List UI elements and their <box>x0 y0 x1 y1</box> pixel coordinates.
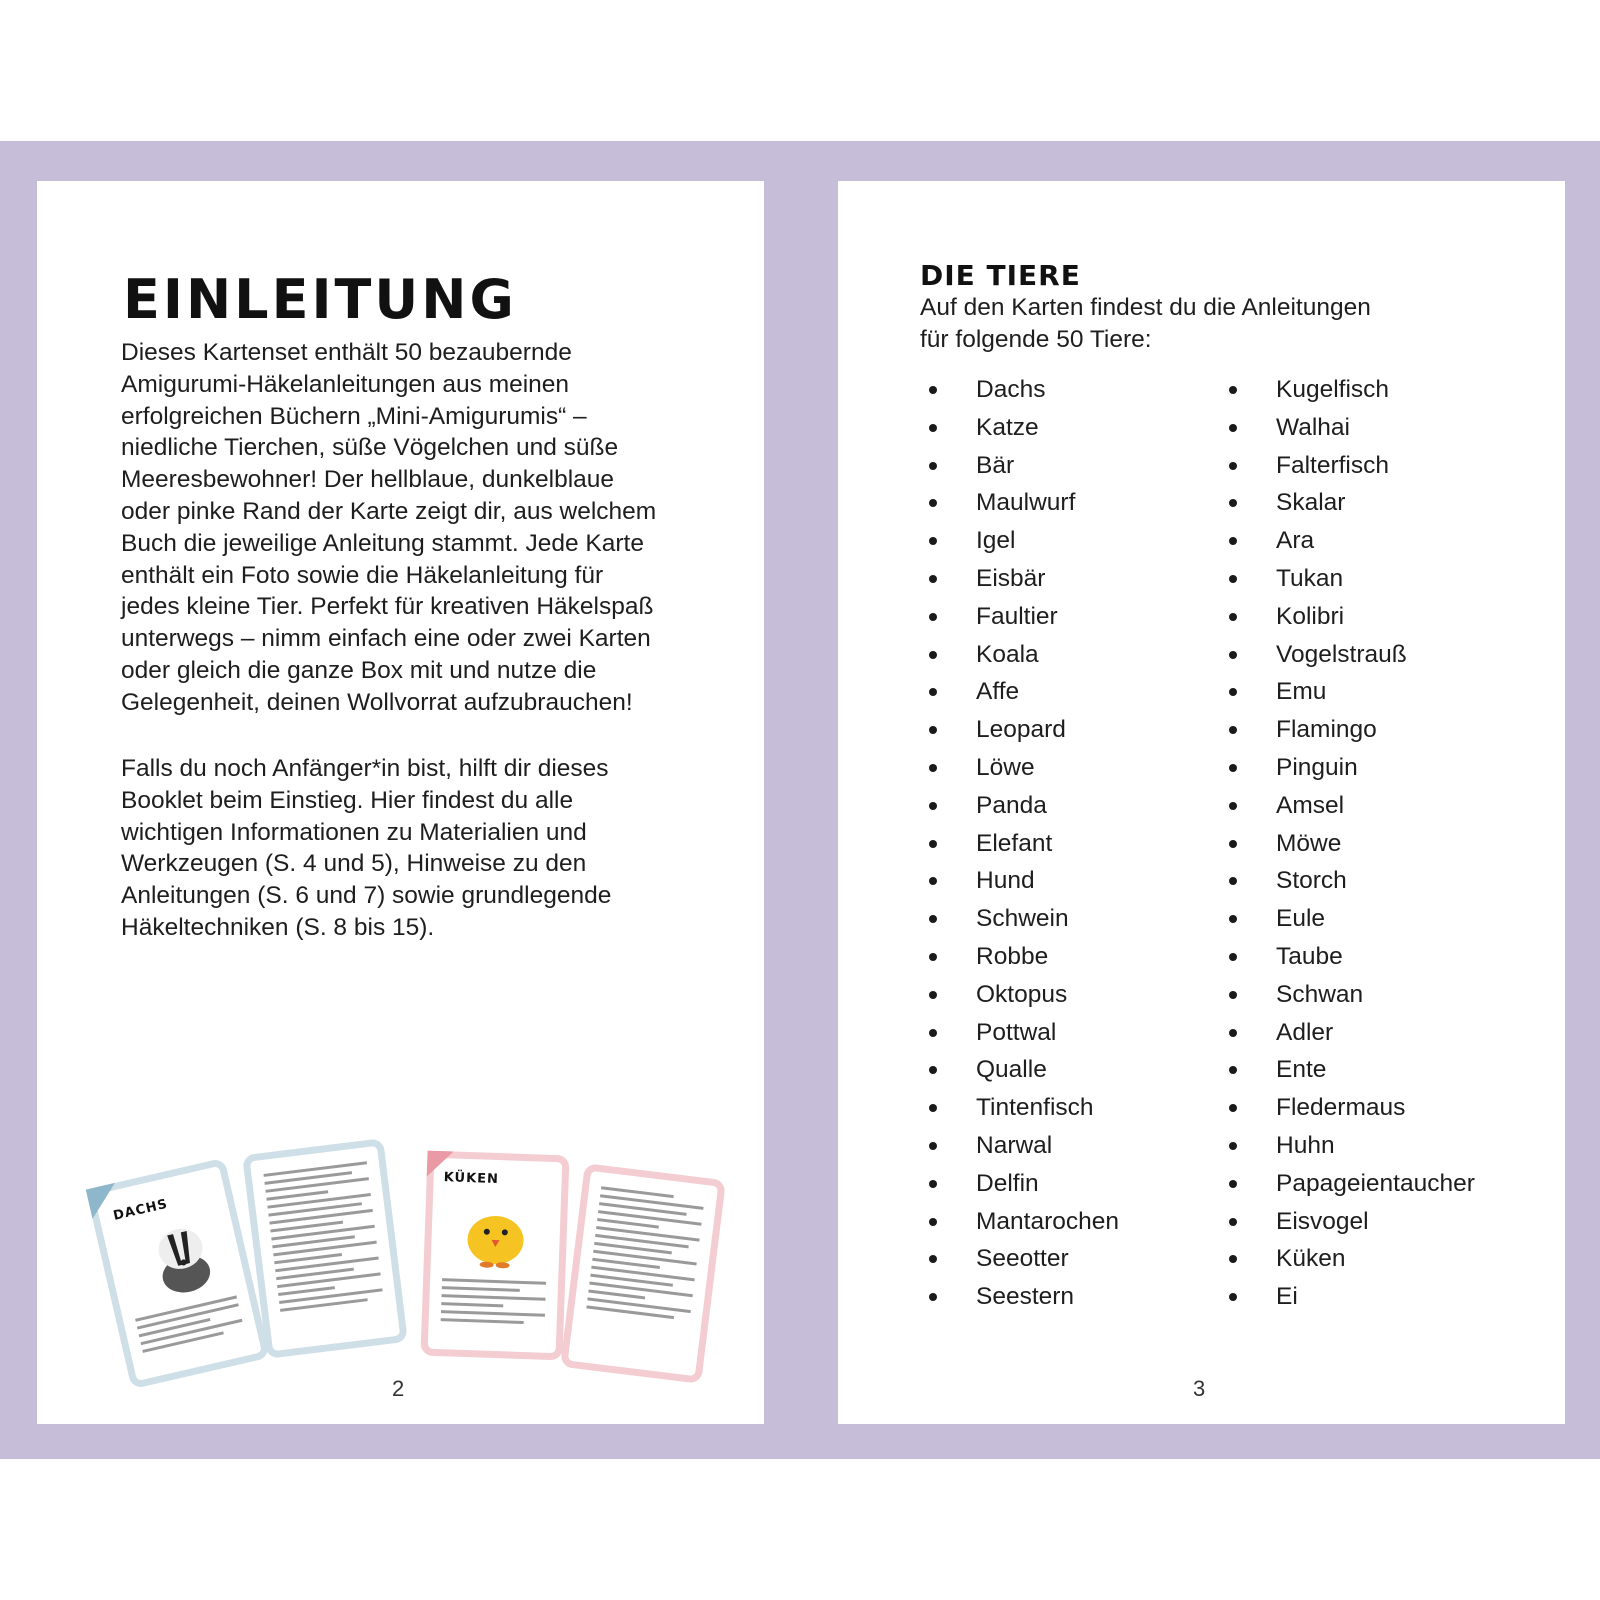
animal-list-item <box>926 749 1119 787</box>
card-kueken-front <box>420 1151 569 1361</box>
card-dachs-back <box>242 1138 408 1359</box>
bullet-icon <box>929 499 937 507</box>
animal-list-item <box>1226 1278 1475 1316</box>
animal-list-item <box>1226 371 1475 409</box>
animal-list-item <box>1226 409 1475 447</box>
card-text-lines <box>263 1161 384 1317</box>
bullet-icon <box>1229 1180 1237 1188</box>
page-number: 3 <box>1193 1376 1206 1401</box>
animal-name: Katze <box>976 413 1039 441</box>
animal-name: Tintenfisch <box>976 1094 1094 1122</box>
animal-name: Schwein <box>976 905 1069 933</box>
bullet-icon <box>1229 651 1237 659</box>
animal-name: Mantarochen <box>976 1207 1120 1235</box>
animal-name: Möwe <box>1276 829 1342 857</box>
animal-list-item <box>1226 976 1475 1014</box>
bullet-icon <box>1229 877 1237 885</box>
animal-list-item <box>926 673 1119 711</box>
card-illustration <box>82 1101 722 1401</box>
animal-list-item <box>926 484 1119 522</box>
animal-name: Fledermaus <box>1276 1094 1406 1122</box>
animal-list-item <box>926 862 1119 900</box>
card-dachs-front <box>86 1158 270 1390</box>
animal-list-item <box>1226 1165 1475 1203</box>
bullet-icon <box>929 613 937 621</box>
animal-name: Igel <box>976 527 1016 555</box>
bullet-icon <box>1229 537 1237 545</box>
animal-list-item <box>1226 1127 1475 1165</box>
animal-list-item <box>926 1051 1119 1089</box>
bullet-icon <box>929 1142 937 1150</box>
animal-name: Dachs <box>976 376 1046 403</box>
animal-list-item <box>926 1014 1119 1052</box>
animal-name: Löwe <box>976 753 1035 781</box>
animal-name: Storch <box>1276 867 1347 895</box>
animal-name: Vogelstrauß <box>1276 640 1407 668</box>
bullet-icon <box>1229 915 1237 923</box>
animal-name: Seestern <box>976 1283 1075 1311</box>
bullet-icon <box>929 1180 937 1188</box>
animal-list-item <box>926 598 1119 636</box>
bullet-icon <box>1229 1293 1237 1301</box>
bullet-icon <box>929 424 937 432</box>
animal-name: Papageientaucher <box>1276 1169 1475 1197</box>
animal-list-item <box>1226 900 1475 938</box>
bullet-icon <box>929 991 937 999</box>
bullet-icon <box>1229 1029 1237 1037</box>
animal-list-item <box>1226 825 1475 863</box>
page-number: 2 <box>392 1376 405 1401</box>
animal-name: Oktopus <box>976 980 1068 1008</box>
bullet-icon <box>929 537 937 545</box>
animal-name: Pottwal <box>976 1018 1057 1046</box>
animal-list-item <box>926 1203 1119 1241</box>
animal-name: Adler <box>1276 1018 1334 1046</box>
animal-name: Emu <box>1276 678 1327 706</box>
animal-name: Maulwurf <box>976 489 1076 517</box>
animal-list-item <box>926 1127 1119 1165</box>
animal-name: Robbe <box>976 942 1049 970</box>
bullet-icon <box>1229 575 1237 583</box>
section-subtitle: Auf den Karten findest du die Anleitungen für folgende 50 Tiere: <box>920 294 1371 353</box>
animal-name: Hund <box>976 867 1035 895</box>
animal-name: Skalar <box>1276 489 1346 517</box>
animal-list-item <box>1226 522 1475 560</box>
animal-list-item <box>926 787 1119 825</box>
animal-name: Eisvogel <box>1276 1207 1369 1235</box>
animal-name: Falterfisch <box>1276 451 1390 479</box>
animal-list-item <box>1226 1051 1475 1089</box>
bullet-icon <box>1229 802 1237 810</box>
bullet-icon <box>1229 1142 1237 1150</box>
bullet-icon <box>1229 1255 1237 1263</box>
animal-name: Affe <box>976 678 1020 706</box>
animal-list-item <box>926 1240 1119 1278</box>
book-spread <box>0 141 1600 1459</box>
animal-list-column-1 <box>926 371 1119 1316</box>
animal-list-item <box>926 976 1119 1014</box>
bullet-icon <box>1229 991 1237 999</box>
animal-list-item <box>926 938 1119 976</box>
animal-name: Flamingo <box>1276 716 1377 744</box>
bullet-icon <box>929 1293 937 1301</box>
animal-list-item <box>1226 1240 1475 1278</box>
animal-list-item <box>1226 1014 1475 1052</box>
animal-name: Taube <box>1276 942 1343 970</box>
animal-list-column-2 <box>1226 371 1475 1316</box>
animal-name: Kolibri <box>1276 602 1345 630</box>
bullet-icon <box>929 688 937 696</box>
bullet-icon <box>1229 424 1237 432</box>
animal-list-item <box>926 1165 1119 1203</box>
animal-list-item <box>1226 598 1475 636</box>
bullet-icon <box>929 840 937 848</box>
bullet-icon <box>1229 613 1237 621</box>
animal-name: Tukan <box>1276 564 1344 592</box>
animal-list-item <box>1226 938 1475 976</box>
animal-list-item <box>926 1278 1119 1316</box>
animal-name: Narwal <box>976 1131 1053 1159</box>
bullet-icon <box>929 1066 937 1074</box>
bullet-icon <box>929 802 937 810</box>
bullet-icon <box>1229 953 1237 961</box>
animal-name: Bär <box>976 451 1015 479</box>
bullet-icon <box>929 915 937 923</box>
animal-list-item <box>926 636 1119 674</box>
card-text-lines <box>441 1278 547 1330</box>
bullet-icon <box>1229 726 1237 734</box>
bullet-icon <box>1229 688 1237 696</box>
bullet-icon <box>1229 386 1237 394</box>
animal-name: Kugelfisch <box>1276 376 1390 403</box>
bullet-icon <box>929 726 937 734</box>
chick-photo <box>454 1191 537 1274</box>
animal-list-item <box>1226 447 1475 485</box>
animal-list-item <box>1226 711 1475 749</box>
animal-name: Faultier <box>976 602 1058 630</box>
animal-name: Eisbär <box>976 564 1046 592</box>
animal-list-item <box>926 560 1119 598</box>
animal-list-item <box>1226 787 1475 825</box>
animal-list-item <box>926 447 1119 485</box>
card-label-dachs: DACHS <box>111 1196 170 1224</box>
bullet-icon <box>929 953 937 961</box>
bullet-icon <box>929 386 937 394</box>
right-page <box>838 181 1565 1424</box>
animal-list-item <box>1226 673 1475 711</box>
animal-name: Panda <box>976 791 1047 819</box>
bullet-icon <box>1229 462 1237 470</box>
animal-name: Leopard <box>976 716 1066 744</box>
intro-paragraph: Dieses Kartenset enthält 50 bezaubernde Amigurumi-Häkelanleitungen aus meinen erfolgreichen Büchern „Mini-Amigurumis“ – niedliche Tierchen, süße Vögelchen und süße Meeresbewohner! Der hellblaue, dunkelblaue oder pinke Rand der Karte zeigt dir, aus welchem Buch die jeweilige Anleitung stammt. Jede Karte enthält ein Foto sowie die Häkelanleitung für jedes kleine Tier. Perfekt für kreativen Häkelspaß unterwegs – nimm einfach eine oder zwei Karten oder gleich die ganze Box mit und nutze die Gelegenheit, deinen Wollvorrat aufzubrauchen! <box>121 339 657 716</box>
bullet-icon <box>929 575 937 583</box>
animal-name: Pinguin <box>1276 753 1358 781</box>
badger-photo <box>134 1209 230 1305</box>
beginner-paragraph: Falls du noch Anfänger*in bist, hilft dir dieses Booklet beim Einstieg. Hier findest du alle wichtigen Informationen zu Materialien und Werkzeugen (S. 4 und 5), Hinweise zu den Anleitungen (S. 6 und 7) sowie grundlegende Häkeltechniken (S. 8 bis 15). <box>121 755 612 941</box>
animal-name: Amsel <box>1276 791 1345 819</box>
animal-list-item <box>1226 636 1475 674</box>
animal-list-item <box>926 1089 1119 1127</box>
bullet-icon <box>1229 499 1237 507</box>
bullet-icon <box>929 462 937 470</box>
bullet-icon <box>929 1104 937 1112</box>
animal-name: Walhai <box>1276 413 1350 441</box>
animal-name: Huhn <box>1276 1131 1335 1159</box>
card-kueken-back <box>560 1163 726 1384</box>
animal-list-item <box>926 522 1119 560</box>
bullet-icon <box>929 877 937 885</box>
animal-list-item <box>926 825 1119 863</box>
animal-name: Küken <box>1276 1245 1346 1273</box>
animal-name: Ei <box>1276 1283 1298 1311</box>
animal-list-item <box>926 409 1119 447</box>
animal-name: Seeotter <box>976 1245 1069 1273</box>
animal-name: Qualle <box>976 1056 1047 1084</box>
animal-list-item <box>1226 1089 1475 1127</box>
animal-list-item <box>1226 560 1475 598</box>
animal-name: Ara <box>1276 527 1315 555</box>
page-title: EINLEITUNG <box>123 268 517 331</box>
animal-name: Eule <box>1276 905 1326 933</box>
bullet-icon <box>1229 1104 1237 1112</box>
left-page <box>37 181 764 1424</box>
animal-list-item <box>926 711 1119 749</box>
bullet-icon <box>1229 840 1237 848</box>
animal-name: Elefant <box>976 829 1053 857</box>
card-label-kueken: KÜKEN <box>443 1170 500 1188</box>
animal-name: Delfin <box>976 1169 1039 1197</box>
animal-list-item <box>926 900 1119 938</box>
bullet-icon <box>1229 764 1237 772</box>
animal-list-item <box>926 371 1119 409</box>
animal-name: Ente <box>1276 1056 1327 1084</box>
bullet-icon <box>929 651 937 659</box>
card-text-lines <box>135 1295 245 1357</box>
bullet-icon <box>929 1029 937 1037</box>
animal-list-item <box>1226 1203 1475 1241</box>
animal-name: Schwan <box>1276 980 1364 1008</box>
section-title: DIE TIERE <box>920 259 1081 292</box>
bullet-icon <box>929 1218 937 1226</box>
bullet-icon <box>929 764 937 772</box>
animal-list-item <box>1226 862 1475 900</box>
bullet-icon <box>1229 1218 1237 1226</box>
animal-list-item <box>1226 484 1475 522</box>
animal-name: Koala <box>976 640 1039 668</box>
card-text-lines <box>586 1186 705 1326</box>
animal-list-item <box>1226 749 1475 787</box>
bullet-icon <box>929 1255 937 1263</box>
bullet-icon <box>1229 1066 1237 1074</box>
